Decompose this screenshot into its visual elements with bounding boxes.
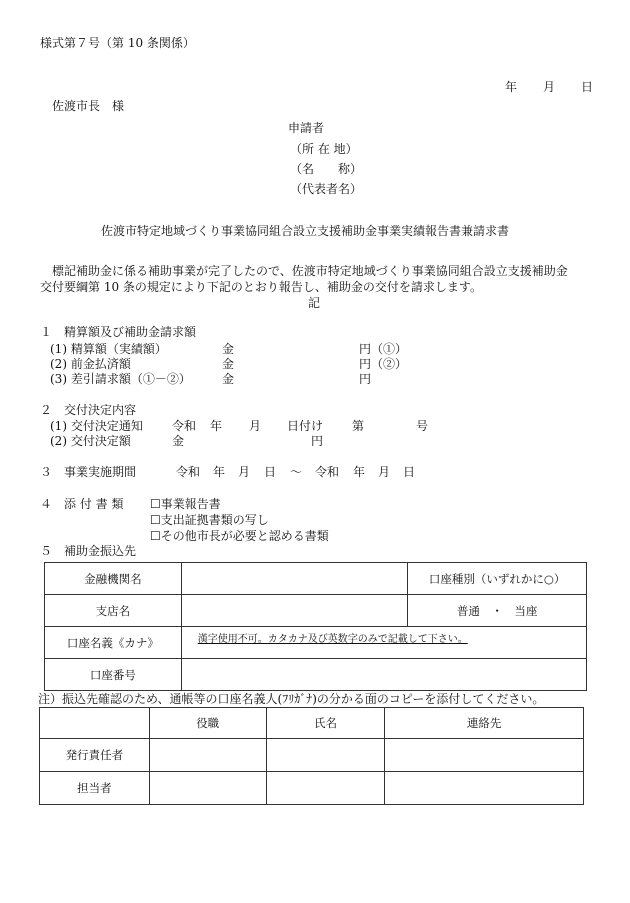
section3-tilde: ～ xyxy=(290,465,303,479)
section1-row1-label: (1) 精算額（実績額） xyxy=(50,342,167,356)
section1-row1-kin: 金 xyxy=(222,342,235,356)
section1-row1-yen: 円（①） xyxy=(359,342,408,356)
section1-row2-yen: 円（②） xyxy=(359,357,408,371)
account-type-label: 口座種別（いずれかに○） xyxy=(408,563,587,595)
attachment-checkbox-receipts[interactable]: ☐支出証拠書類の写し xyxy=(150,513,269,527)
section3-nen1: 年 xyxy=(213,465,226,479)
section3-nen2: 年 xyxy=(353,465,366,479)
person-contact-field[interactable] xyxy=(385,772,584,805)
section2-hizuke: 日付け xyxy=(287,419,324,433)
branch-name-field[interactable] xyxy=(181,595,408,627)
section2-reiwa: 令和 xyxy=(172,419,197,433)
section3-hi1: 日 xyxy=(264,465,277,479)
section3-hi2: 日 xyxy=(403,465,416,479)
section2-tsuki: 月 xyxy=(249,419,262,433)
attachment-checkbox-report[interactable]: ☐事業報告書 xyxy=(150,497,221,511)
section2-row2-kin: 金 xyxy=(172,434,185,448)
contact-header-position: 役職 xyxy=(149,708,266,739)
section1-row3-kin: 金 xyxy=(222,372,235,386)
section1-row3-yen: 円 xyxy=(359,372,372,386)
section3-tsuki1: 月 xyxy=(238,465,251,479)
attachment-checkbox-other[interactable]: ☐その他市長が必要と認める書類 xyxy=(150,529,329,543)
section1-row2-label: (2) 前金払済額 xyxy=(50,357,131,371)
section2-go: 号 xyxy=(416,419,429,433)
form-number: 様式第７号（第 10 条関係） xyxy=(40,36,195,50)
applicant-representative: （代表者名） xyxy=(290,182,363,196)
contact-row-person: 担当者 xyxy=(40,772,150,805)
applicant-label: 申請者 xyxy=(288,121,325,135)
ki-heading: 記 xyxy=(308,296,321,310)
account-number-field[interactable] xyxy=(181,659,586,691)
section4-heading: ４ 添 付 書 類 xyxy=(40,497,124,511)
body-line-2: 交付要綱第 10 条の規定により下記のとおり報告し、補助金の交付を請求します。 xyxy=(40,280,482,294)
section1-heading: １ 精算額及び補助金請求額 xyxy=(40,325,197,339)
section2-row2-yen: 円 xyxy=(311,434,324,448)
issuer-name-field[interactable] xyxy=(266,739,385,772)
section2-dai: 第 xyxy=(352,419,365,433)
account-holder-field[interactable] xyxy=(181,627,586,659)
addressee: 佐渡市長 様 xyxy=(52,99,125,113)
contact-header-contact: 連絡先 xyxy=(385,708,584,739)
body-line-1: 標記補助金に係る補助事業が完了したので、佐渡市特定地域づくり事業協同組合設立支援補助金 xyxy=(52,264,568,278)
contact-row-issuer: 発行責任者 xyxy=(40,739,150,772)
issuer-position-field[interactable] xyxy=(149,739,266,772)
section5-heading: ５ 補助金振込先 xyxy=(40,544,137,558)
applicant-name: （名 称） xyxy=(290,162,363,176)
account-number-label: 口座番号 xyxy=(45,659,182,691)
section2-row1-label: (1) 交付決定通知 xyxy=(50,419,143,433)
section1-row3-label: (3) 差引請求額（①－②） xyxy=(50,372,191,386)
section2-row2-label: (2) 交付決定額 xyxy=(50,434,131,448)
person-name-field[interactable] xyxy=(266,772,385,805)
date-day: 日 xyxy=(581,80,594,94)
branch-name-label: 支店名 xyxy=(45,595,182,627)
contact-header-blank xyxy=(40,708,150,739)
account-holder-note: 漢字使用不可。カタカナ及び英数字のみで記載して下さい。 xyxy=(197,634,468,645)
section3-heading: ３ 事業実施期間 xyxy=(40,465,137,479)
person-position-field[interactable] xyxy=(149,772,266,805)
section1-row2-kin: 金 xyxy=(222,357,235,371)
bank-name-label: 金融機関名 xyxy=(45,563,182,595)
issuer-contact-field[interactable] xyxy=(385,739,584,772)
document-title: 佐渡市特定地域づくり事業協同組合設立支援補助金事業実績報告書兼請求書 xyxy=(101,224,510,238)
transfer-note: 注）振込先確認のため、通帳等の口座名義人(ﾌﾘｶﾞﾅ)の分かる面のコピーを添付してください。 xyxy=(38,692,545,706)
applicant-address: （所 在 地） xyxy=(290,142,358,156)
account-holder-label: 口座名義《カナ》 xyxy=(45,627,182,659)
bank-name-field[interactable] xyxy=(181,563,408,595)
section2-heading: ２ 交付決定内容 xyxy=(40,403,137,417)
bank-account-table xyxy=(44,562,587,691)
contact-header-name: 氏名 xyxy=(266,708,385,739)
section3-reiwa1: 令和 xyxy=(176,465,201,479)
date-month: 月 xyxy=(543,80,556,94)
date-year: 年 xyxy=(505,80,518,94)
section3-tsuki2: 月 xyxy=(378,465,391,479)
contact-table xyxy=(39,707,584,805)
account-type-options[interactable]: 普通 ・ 当座 xyxy=(408,595,587,627)
section2-nen: 年 xyxy=(210,419,223,433)
section3-reiwa2: 令和 xyxy=(315,465,340,479)
